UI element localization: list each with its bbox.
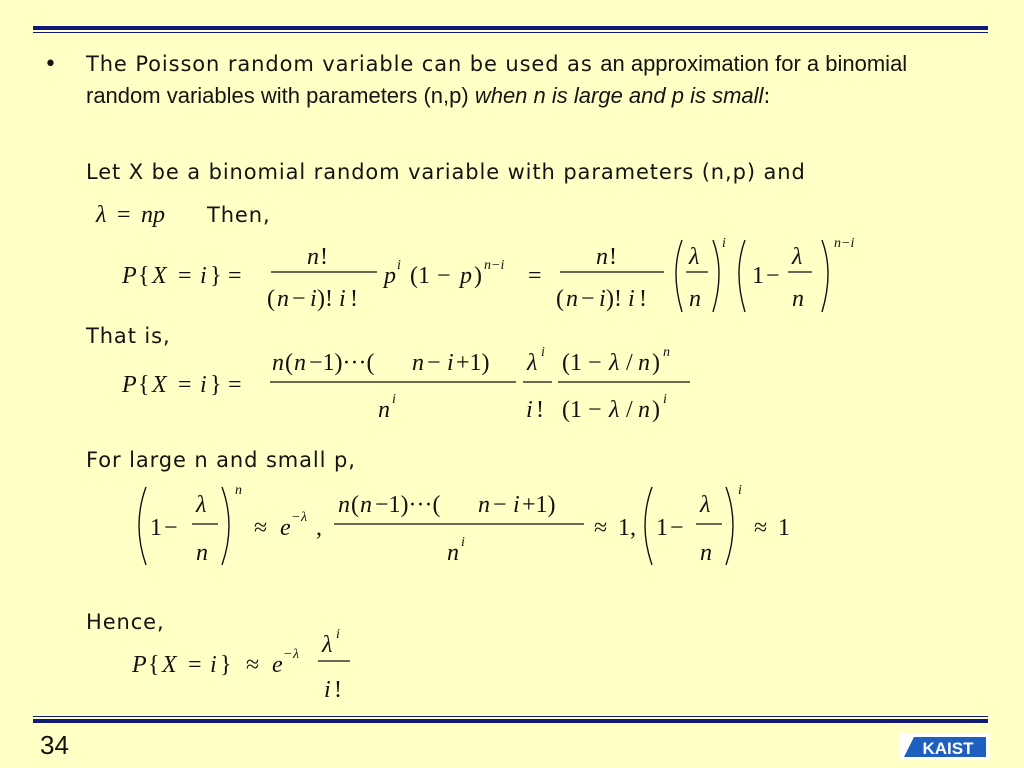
svg-text:(1: (1 bbox=[410, 263, 430, 289]
svg-text:)!: )! bbox=[606, 286, 622, 312]
for-large-text: For large n and small p, bbox=[86, 448, 356, 472]
svg-text:i: i bbox=[310, 286, 317, 312]
svg-text:!: ! bbox=[536, 397, 544, 423]
svg-text:=: = bbox=[178, 263, 192, 289]
svg-text:=: = bbox=[228, 372, 242, 398]
svg-text:i: i bbox=[324, 677, 331, 703]
svg-text:n: n bbox=[360, 492, 372, 518]
svg-text:λ: λ bbox=[700, 492, 711, 518]
bottom-rule bbox=[33, 716, 988, 723]
svg-text:n: n bbox=[663, 345, 670, 360]
svg-text:(1: (1 bbox=[562, 350, 582, 376]
svg-text:): ) bbox=[652, 397, 660, 423]
svg-text:=: = bbox=[188, 652, 202, 678]
svg-text:i: i bbox=[599, 286, 606, 312]
svg-text:n: n bbox=[447, 540, 459, 566]
svg-text:!: ! bbox=[350, 286, 358, 312]
svg-text:λ: λ bbox=[293, 647, 300, 662]
svg-text:i: i bbox=[628, 286, 635, 312]
that-is-text: That is, bbox=[86, 324, 171, 348]
svg-text:≈: ≈ bbox=[754, 515, 768, 541]
svg-text:n: n bbox=[638, 397, 650, 423]
expanded-pmf-formula bbox=[121, 345, 690, 423]
svg-text:λ: λ bbox=[196, 492, 207, 518]
svg-text:{: { bbox=[148, 652, 160, 678]
svg-text:i: i bbox=[392, 392, 396, 407]
svg-text:n: n bbox=[638, 350, 650, 376]
svg-text:!: ! bbox=[334, 677, 342, 703]
svg-text:λ: λ bbox=[322, 632, 333, 658]
svg-text:i: i bbox=[541, 345, 545, 360]
svg-text:i: i bbox=[397, 258, 401, 273]
svg-text:n: n bbox=[338, 492, 350, 518]
svg-text:/: / bbox=[626, 350, 633, 376]
svg-text:P: P bbox=[122, 263, 137, 289]
hence-text: Hence, bbox=[86, 610, 165, 634]
svg-text:i: i bbox=[447, 350, 454, 376]
svg-text:}: } bbox=[220, 652, 232, 678]
svg-text:−: − bbox=[427, 350, 441, 376]
svg-text:!: ! bbox=[609, 244, 617, 270]
svg-text:{: { bbox=[138, 372, 150, 398]
logo-text: KAIST bbox=[922, 739, 974, 758]
svg-text:n: n bbox=[277, 286, 289, 312]
svg-text:1: 1 bbox=[778, 515, 790, 541]
svg-text:≈: ≈ bbox=[594, 515, 608, 541]
svg-text:−: − bbox=[766, 263, 780, 289]
svg-text:n: n bbox=[294, 350, 306, 376]
svg-text:!: ! bbox=[320, 244, 328, 270]
svg-text:n: n bbox=[689, 286, 701, 312]
svg-text:n: n bbox=[272, 350, 284, 376]
svg-text:P: P bbox=[132, 652, 147, 678]
svg-text:−1)···(: −1)···( bbox=[309, 350, 375, 376]
svg-text:1: 1 bbox=[752, 263, 764, 289]
svg-text:1: 1 bbox=[656, 515, 668, 541]
svg-text:i: i bbox=[200, 263, 207, 289]
svg-text:1: 1 bbox=[150, 515, 162, 541]
svg-text:,: , bbox=[316, 515, 322, 541]
svg-text:e: e bbox=[272, 652, 283, 678]
intro-italic-text: when n is large and p is small bbox=[474, 83, 764, 108]
lambda-definition bbox=[95, 202, 165, 228]
svg-text:=: = bbox=[528, 263, 542, 289]
svg-text:i: i bbox=[200, 372, 207, 398]
poisson-pmf-formula bbox=[131, 627, 350, 703]
svg-text:−: − bbox=[292, 510, 300, 525]
svg-text:): ) bbox=[652, 350, 660, 376]
svg-text:λ: λ bbox=[96, 202, 107, 228]
svg-text:i: i bbox=[526, 397, 533, 423]
svg-text:!: ! bbox=[639, 286, 647, 312]
svg-text:i: i bbox=[339, 286, 346, 312]
svg-text:i: i bbox=[461, 535, 465, 550]
svg-text:(: ( bbox=[285, 350, 293, 376]
svg-text:n: n bbox=[412, 350, 424, 376]
svg-text:n: n bbox=[307, 244, 319, 270]
svg-text:−: − bbox=[164, 515, 178, 541]
svg-text:n−i: n−i bbox=[834, 236, 855, 251]
svg-text:−: − bbox=[581, 286, 595, 312]
svg-text:p: p bbox=[460, 263, 472, 289]
bullet-marker: • bbox=[44, 52, 57, 77]
svg-text:1,: 1, bbox=[618, 515, 636, 541]
svg-text:=: = bbox=[178, 372, 192, 398]
svg-text:P: P bbox=[122, 372, 137, 398]
svg-text:≈: ≈ bbox=[254, 515, 268, 541]
svg-text:λ: λ bbox=[792, 244, 803, 270]
svg-text:=: = bbox=[228, 263, 242, 289]
svg-text:n: n bbox=[235, 483, 242, 498]
svg-text:=: = bbox=[117, 202, 131, 228]
kaist-logo bbox=[900, 734, 990, 760]
svg-text:i: i bbox=[513, 492, 520, 518]
svg-text:−: − bbox=[493, 492, 507, 518]
svg-text:{: { bbox=[138, 263, 150, 289]
svg-text:(: ( bbox=[351, 492, 359, 518]
svg-text:−: − bbox=[670, 515, 684, 541]
svg-text:+1): +1) bbox=[456, 350, 490, 376]
svg-text:−: − bbox=[284, 647, 292, 662]
svg-text:e: e bbox=[280, 515, 291, 541]
intro-highlight-text: an approximation for a binomial random variables with parameters (n,p) bbox=[86, 51, 908, 108]
svg-text:X: X bbox=[152, 372, 167, 398]
svg-text:i: i bbox=[210, 652, 217, 678]
svg-text:λ: λ bbox=[301, 510, 308, 525]
svg-text:−: − bbox=[588, 350, 602, 376]
then-text: Then, bbox=[207, 203, 271, 227]
svg-text:(: ( bbox=[267, 286, 275, 312]
svg-text:−: − bbox=[437, 263, 451, 289]
svg-text:}: } bbox=[210, 372, 222, 398]
svg-text:n: n bbox=[700, 540, 712, 566]
svg-text:−1)···(: −1)···( bbox=[375, 492, 441, 518]
svg-text:/: / bbox=[626, 397, 633, 423]
svg-text:np: np bbox=[141, 202, 165, 228]
svg-text:(1: (1 bbox=[562, 397, 582, 423]
svg-text:X: X bbox=[152, 263, 167, 289]
svg-text:X: X bbox=[162, 652, 177, 678]
svg-text:λ: λ bbox=[689, 244, 700, 270]
svg-text:−: − bbox=[588, 397, 602, 423]
intro-plain-text: The Poisson random variable can be used as bbox=[86, 52, 601, 76]
svg-text:i: i bbox=[663, 392, 667, 407]
slide-number: 34 bbox=[40, 730, 69, 760]
svg-text:n: n bbox=[566, 286, 578, 312]
svg-text:i: i bbox=[336, 627, 340, 642]
svg-text:−: − bbox=[292, 286, 306, 312]
svg-text:p: p bbox=[384, 263, 396, 289]
svg-text:(: ( bbox=[556, 286, 564, 312]
svg-text:)!: )! bbox=[317, 286, 333, 312]
svg-text:≈: ≈ bbox=[246, 652, 260, 678]
svg-text:λ: λ bbox=[527, 350, 538, 376]
svg-text:n: n bbox=[596, 244, 608, 270]
svg-text:+1): +1) bbox=[522, 492, 556, 518]
svg-text:λ: λ bbox=[609, 397, 620, 423]
svg-text:n−i: n−i bbox=[484, 258, 505, 273]
svg-text:λ: λ bbox=[609, 350, 620, 376]
svg-text:): ) bbox=[474, 263, 482, 289]
svg-text:n: n bbox=[196, 540, 208, 566]
svg-text:}: } bbox=[210, 263, 222, 289]
let-x-text: Let X be a binomial random variable with parameters (n,p) and bbox=[86, 160, 806, 184]
svg-text:i: i bbox=[738, 483, 742, 498]
binomial-pmf-formula bbox=[121, 236, 854, 312]
approximation-formulas bbox=[139, 483, 790, 566]
svg-text:n: n bbox=[478, 492, 490, 518]
svg-text:n: n bbox=[792, 286, 804, 312]
svg-text:n: n bbox=[378, 397, 390, 423]
intro-end-text: : bbox=[763, 84, 772, 108]
svg-text:i: i bbox=[722, 236, 726, 251]
